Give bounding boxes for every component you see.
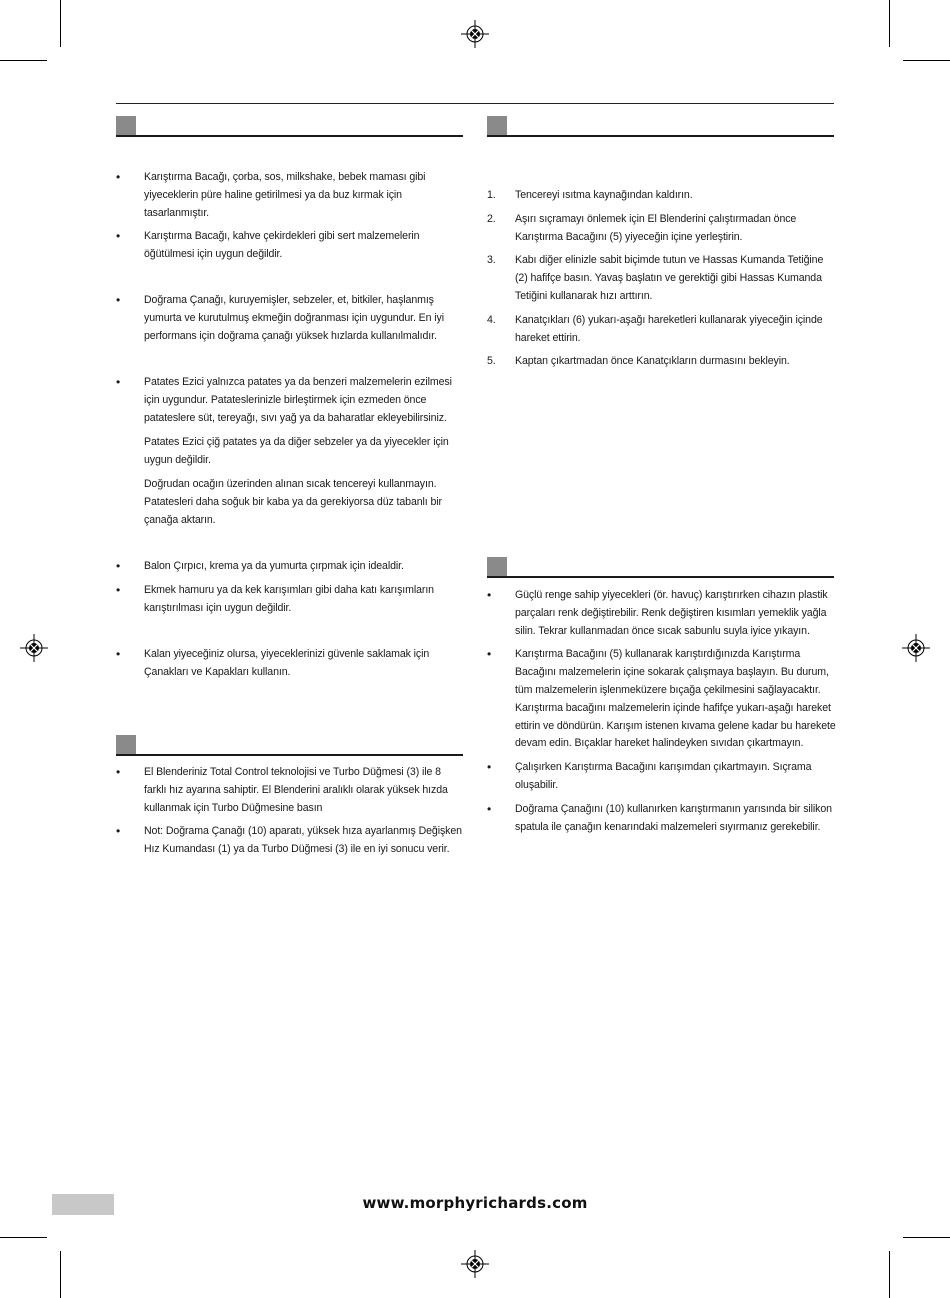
- list-item: • Karıştırma Bacağı, çorba, sos, milkshake, bebek maması gibi yiyeceklerin püre haline getirilmesi ya da buz kırmak için tasarlanmıştır.: [116, 169, 466, 222]
- list-item: • Doğrama Çanağını (10) kullanırken karıştırmanın yarısında bir silikon spatula ile çanağın kenarındaki malzemeleri sıyırmanız gerekebilir.: [487, 801, 837, 837]
- crop-mark: [903, 1237, 950, 1238]
- section-marker: [487, 557, 507, 577]
- registration-mark-icon: [461, 1250, 489, 1278]
- mixing-leg-list: [116, 169, 466, 270]
- section-marker: [487, 116, 507, 136]
- step-number: 3.: [487, 254, 496, 267]
- step-item: [487, 353, 835, 371]
- speed-list: [116, 764, 466, 865]
- header-rule: [116, 103, 834, 104]
- section-rule: [487, 135, 834, 137]
- potato-masher-warning: Doğrudan ocağın üzerinden alınan sıcak tencereyi kullanmayın. Patatesleri daha soğuk bir kaba ya da gerekiyorsa düz tabanlı bir çanağa aktarın.: [144, 478, 442, 526]
- tips-list: [487, 587, 837, 842]
- crop-mark: [903, 60, 950, 61]
- registration-mark-icon: [20, 634, 48, 662]
- step-text: Kaptan çıkartmadan önce Kanatçıkların durmasını bekleyin.: [515, 355, 790, 368]
- crop-mark: [0, 1237, 47, 1238]
- crop-mark: [0, 60, 47, 61]
- step-text: Kabı diğer elinizle sabit biçimde tutun ve Hassas Kumanda Tetiğine (2) hafifçe basın. Yavaş başlatın ve gerektiği gibi Hassas Kumanda Tetiğini kullanarak hızı arttırın.: [515, 254, 824, 302]
- registration-mark-icon: [461, 20, 489, 48]
- balloon-whisk-list: [116, 558, 466, 623]
- crop-mark: [60, 1251, 61, 1298]
- step-item: [487, 312, 835, 348]
- section-header: [116, 735, 463, 756]
- section-header: [487, 116, 834, 137]
- registration-mark-icon: [902, 634, 930, 662]
- section-marker: [116, 116, 136, 136]
- list-item: • Balon Çırpıcı, krema ya da yumurta çırpmak için idealdir.: [116, 558, 466, 576]
- crop-mark: [889, 1251, 890, 1298]
- list-item: • Patates Ezici yalnızca patates ya da benzeri malzemelerin ezilmesi için uygundur. Patateslerinizle birleştirmek için ezmeden önce patateslere süt, tereyağı, sıvı yağ ya da baharatlar ekleyebilirsiniz.: [116, 374, 466, 427]
- section-marker: [116, 735, 136, 755]
- list-item: • El Blenderiniz Total Control teknolojisi ve Turbo Düğmesi (3) ile 8 farklı hız ayarına sahiptir. El Blenderini aralıklı olarak yüksek hızda kullanmak için Turbo Düğmesine basın: [116, 764, 466, 817]
- step-text: Tencereyi ısıtma kaynağından kaldırın.: [515, 189, 693, 201]
- step-text: Kanatçıkları (6) yukarı-aşağı hareketleri kullanarak yiyeceğin içinde hareket ettirin.: [515, 313, 823, 344]
- storage-list: [116, 646, 466, 688]
- list-item: • Doğrama Çanağı, kuruyemişler, sebzeler, et, bitkiler, haşlanmış yumurta ve kurutulmuş ekmeğin doğranması için uygundur. En iyi performans için doğrama çanağı yüksek hızlarda kullanılmalıdır.: [116, 292, 466, 345]
- step-item: [487, 211, 835, 247]
- list-item: • Çalışırken Karıştırma Bacağını karışımdan çıkartmayın. Sıçrama oluşabilir.: [487, 759, 837, 795]
- section-rule: [116, 754, 463, 756]
- step-number: 5.: [487, 355, 496, 368]
- crop-mark: [60, 0, 61, 47]
- chopping-bowl-list: [116, 292, 466, 351]
- potato-masher-note: Patates Ezici çiğ patates ya da diğer sebzeler ya da yiyecekler için uygun değildir.: [144, 436, 449, 466]
- potato-masher-list: [116, 374, 466, 433]
- section-rule: [487, 576, 834, 578]
- list-item: • Kalan yiyeceğiniz olursa, yiyeceklerinizi güvenle saklamak için Çanakları ve Kapakları kullanın.: [116, 646, 466, 682]
- step-number: 2.: [487, 212, 496, 225]
- step-text: Aşırı sıçramayı önlemek için El Blenderini çalıştırmadan önce Karıştırma Bacağını (5) yiyeceğin içine yerleştirin.: [515, 212, 797, 243]
- list-item: • Not: Doğrama Çanağı (10) aparatı, yüksek hıza ayarlanmış Değişken Hız Kumandası (1) ya da Turbo Düğmesi (3) ile en iyi sonucu verir.: [116, 823, 466, 859]
- step-number: 1.: [487, 189, 496, 201]
- step-item: [487, 187, 835, 205]
- list-item: • Karıştırma Bacağını (5) kullanarak karıştırdığınızda Karıştırma Bacağını malzemelerin içine sokarak çalışmaya başlayın. Bu durum, tüm malzemelerin işlenmeküzere bıçağa çekilmesini sağlayacaktır. Karıştırma bacağını malzemelerin içinde hafifçe yukarı-aşağı hareket ettirin ve döndürün. Karışım istenen kıvama gelene kadar bu harekete devam edin. Bıçaklar hareket halindeyken sıvıdan çıkartmayın.: [487, 646, 837, 753]
- section-header: [116, 116, 463, 137]
- section-header: [487, 557, 834, 578]
- step-item: [487, 252, 835, 305]
- crop-mark: [889, 0, 890, 47]
- section-rule: [116, 135, 463, 137]
- list-item: • Ekmek hamuru ya da kek karışımları gibi daha katı karışımların karıştırılması için uygun değildir.: [116, 582, 466, 618]
- footer-url: www.morphyrichards.com: [362, 1194, 588, 1212]
- list-item: • Güçlü renge sahip yiyecekleri (ör. havuç) karıştırırken cihazın plastik parçaları renk değiştirebilir. Renk değiştiren kısımları yemeklik yağla silin. Tekrar kullanmadan önce sıcak sabunlu suyla iyice yıkayın.: [487, 587, 837, 640]
- step-number: 4.: [487, 313, 496, 326]
- list-item: • Karıştırma Bacağı, kahve çekirdekleri gibi sert malzemelerin öğütülmesi için uygun değildir.: [116, 228, 466, 264]
- usage-steps: [487, 187, 835, 377]
